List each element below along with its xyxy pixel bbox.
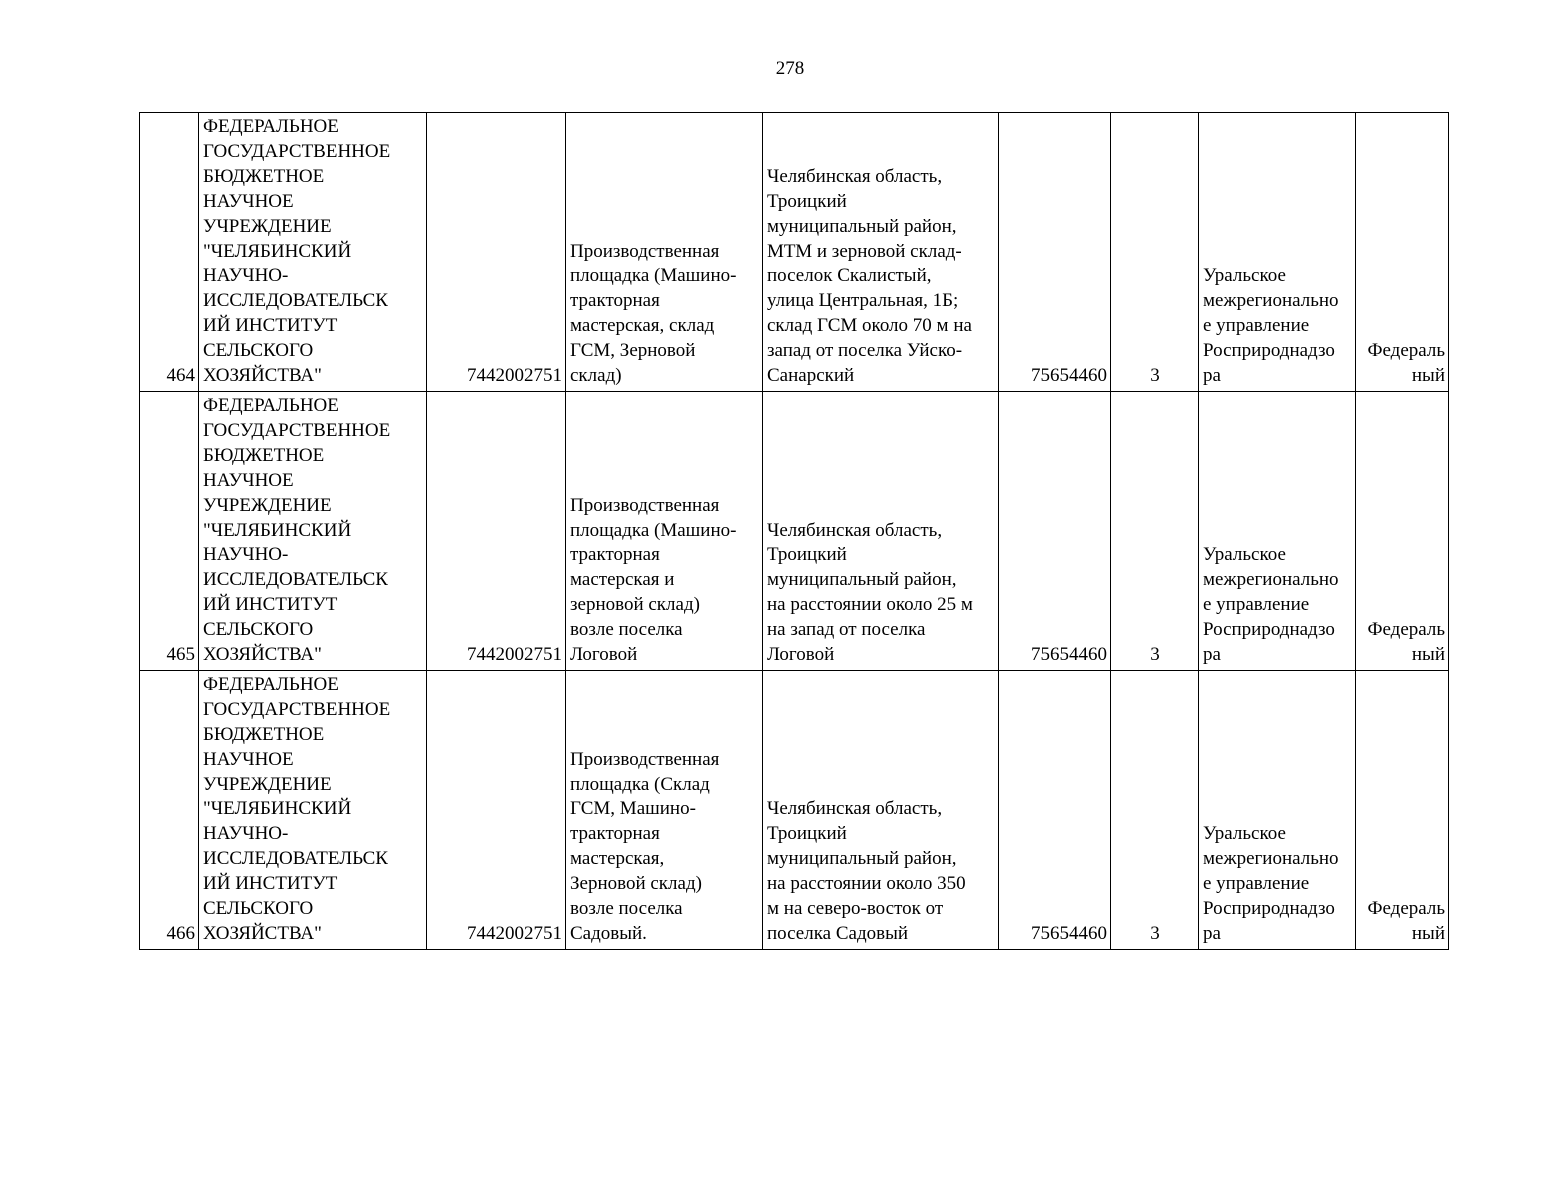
inn-cell: 7442002751 [427, 113, 566, 392]
inn-cell: 7442002751 [427, 670, 566, 949]
oktmo-cell: 75654460 [999, 113, 1111, 392]
authority-cell: Уральское межрегионально е управление Росприроднадзо ра [1199, 670, 1356, 949]
organization-name: ФЕДЕРАЛЬНОЕ ГОСУДАРСТВЕННОЕ БЮДЖЕТНОЕ НАУЧНОЕ УЧРЕЖДЕНИЕ "ЧЕЛЯБИНСКИЙ НАУЧНО- ИССЛЕДОВАТЕЛЬСК ИЙ ИНСТИТУТ СЕЛЬСКОГО ХОЗЯЙСТВА" [199, 670, 427, 949]
organization-name: ФЕДЕРАЛЬНОЕ ГОСУДАРСТВЕННОЕ БЮДЖЕТНОЕ НАУЧНОЕ УЧРЕЖДЕНИЕ "ЧЕЛЯБИНСКИЙ НАУЧНО- ИССЛЕДОВАТЕЛЬСК ИЙ ИНСТИТУТ СЕЛЬСКОГО ХОЗЯЙСТВА" [199, 113, 427, 392]
level-cell: Федераль ный [1356, 113, 1449, 392]
table-row [140, 113, 1449, 392]
level-cell: Федераль ный [1356, 670, 1449, 949]
table-row [140, 670, 1449, 949]
object-address: Челябинская область, Троицкий муниципальный район, на расстоянии около 350 м на северо-восток от поселка Садовый [763, 670, 999, 949]
table-row [140, 391, 1449, 670]
registry-table [139, 112, 1449, 950]
row-number: 464 [140, 113, 199, 392]
oktmo-cell: 75654460 [999, 670, 1111, 949]
object-address: Челябинская область, Троицкий муниципальный район, на расстоянии около 25 м на запад от поселка Логовой [763, 391, 999, 670]
object-name: Производственная площадка (Машино- тракторная мастерская, склад ГСМ, Зерновой склад) [566, 113, 763, 392]
authority-cell: Уральское межрегионально е управление Росприроднадзо ра [1199, 391, 1356, 670]
inn-cell: 7442002751 [427, 391, 566, 670]
level-cell: Федераль ный [1356, 391, 1449, 670]
page-number: 278 [775, 58, 805, 79]
organization-name: ФЕДЕРАЛЬНОЕ ГОСУДАРСТВЕННОЕ БЮДЖЕТНОЕ НАУЧНОЕ УЧРЕЖДЕНИЕ "ЧЕЛЯБИНСКИЙ НАУЧНО- ИССЛЕДОВАТЕЛЬСК ИЙ ИНСТИТУТ СЕЛЬСКОГО ХОЗЯЙСТВА" [199, 391, 427, 670]
object-name: Производственная площадка (Машино- тракторная мастерская и зерновой склад) возле поселка Логовой [566, 391, 763, 670]
row-number: 465 [140, 391, 199, 670]
authority-cell: Уральское межрегионально е управление Росприроднадзо ра [1199, 113, 1356, 392]
row-number: 466 [140, 670, 199, 949]
object-address: Челябинская область, Троицкий муниципальный район, МТМ и зерновой склад- поселок Скалистый, улица Центральная, 1Б; склад ГСМ около 70 м на запад от поселка Уйско- Санарский [763, 113, 999, 392]
category-cell: 3 [1111, 391, 1199, 670]
object-name: Производственная площадка (Склад ГСМ, Машино- тракторная мастерская, Зерновой склад) возле поселка Садовый. [566, 670, 763, 949]
category-cell: 3 [1111, 670, 1199, 949]
oktmo-cell: 75654460 [999, 391, 1111, 670]
category-cell: 3 [1111, 113, 1199, 392]
